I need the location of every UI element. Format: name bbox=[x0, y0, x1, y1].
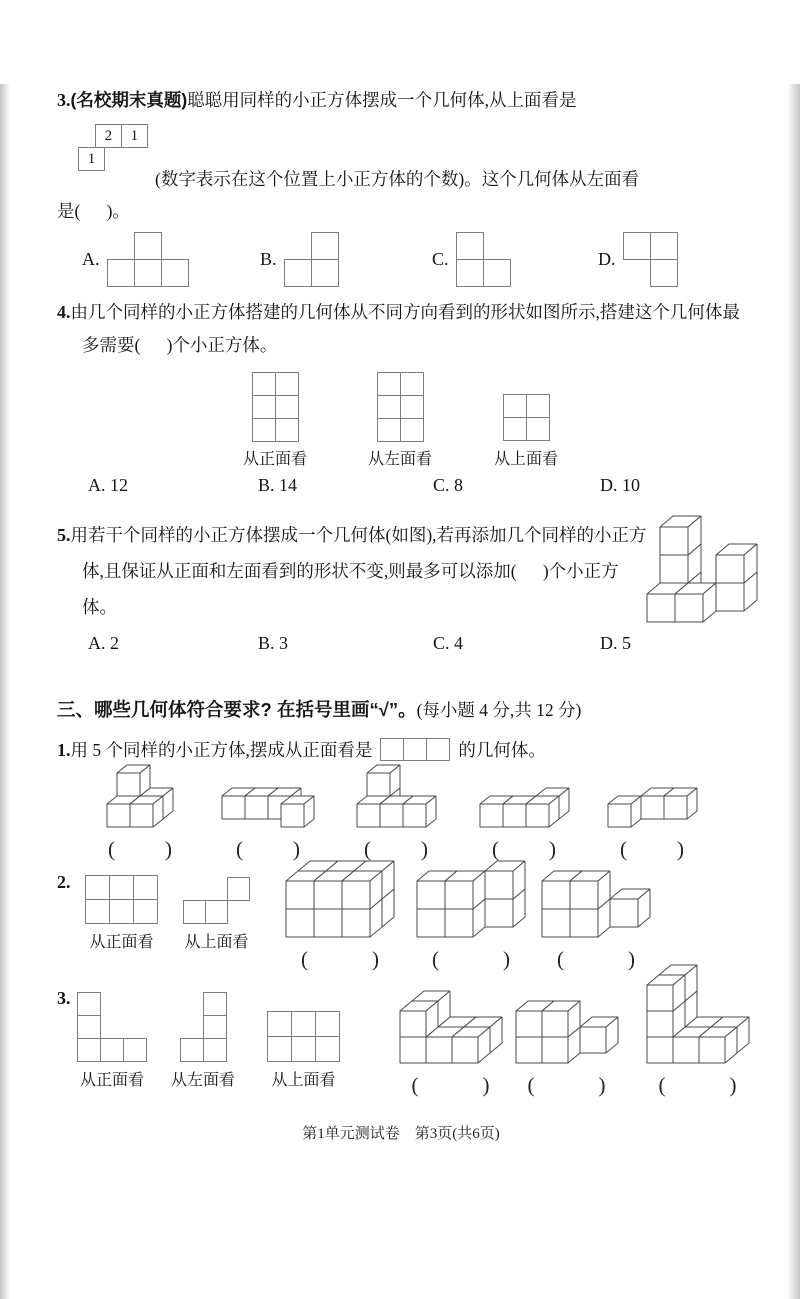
question-3-diagram-row bbox=[57, 117, 745, 195]
isometric-cubes-svg bbox=[646, 964, 750, 1064]
page-footer: 第1单元测试卷 第3页(共6页) bbox=[302, 1126, 500, 1142]
isometric-cubes-svg bbox=[541, 870, 651, 938]
option-a-shape bbox=[107, 232, 189, 287]
answer-parentheses: ( ) bbox=[432, 947, 510, 971]
front-view-caption: 从正面看 bbox=[243, 451, 308, 468]
grid-cell bbox=[252, 372, 276, 396]
question-4-views-row bbox=[57, 372, 745, 469]
top-view-block bbox=[494, 372, 558, 469]
s3-q2-front-view-caption: 从正面看 bbox=[89, 934, 154, 951]
s3-question-1-line bbox=[57, 737, 745, 762]
grid-cell bbox=[623, 232, 651, 260]
q4-option-c: C. 8 bbox=[433, 475, 464, 495]
s3-q2-top-view-grid bbox=[183, 877, 250, 924]
s3-q1-figure-2 bbox=[208, 766, 328, 862]
grid-cell bbox=[275, 418, 299, 442]
grid-cell bbox=[503, 417, 527, 441]
grid-cell bbox=[400, 395, 424, 419]
answer-parentheses: ( ) bbox=[658, 1073, 737, 1097]
top-view-grid bbox=[503, 394, 550, 441]
grid-cell bbox=[252, 395, 276, 419]
q4-option-b: B. 14 bbox=[258, 475, 298, 495]
s3-q3-top-view-block bbox=[267, 986, 340, 1090]
cube-figure bbox=[106, 764, 174, 833]
option-c-label: C. bbox=[432, 249, 449, 269]
section-three-header bbox=[57, 693, 745, 727]
option-d bbox=[598, 232, 678, 287]
grid-cell bbox=[526, 394, 550, 418]
isometric-cubes-svg bbox=[479, 787, 570, 828]
isometric-cubes-svg bbox=[285, 860, 395, 938]
s3-q3-left-view-caption: 从左面看 bbox=[171, 1072, 236, 1089]
grid-cell bbox=[77, 1038, 101, 1062]
section-three-score: (每小题 4 分,共 12 分) bbox=[416, 700, 582, 720]
s3-q1-figure-5 bbox=[592, 766, 712, 862]
grid-cell bbox=[483, 259, 511, 287]
s3-q2-top-view-caption: 从上面看 bbox=[184, 934, 249, 951]
s3-q2-top-view-block bbox=[183, 870, 250, 952]
grid-cell bbox=[123, 1038, 147, 1062]
s3-q3-number: 3. bbox=[57, 988, 71, 1008]
q5-option-d: D. 5 bbox=[600, 633, 631, 653]
grid-cell bbox=[311, 259, 339, 287]
s3-q1-inline-front-view bbox=[380, 738, 450, 761]
grid-cell bbox=[203, 992, 227, 1016]
option-a-label: A. bbox=[82, 249, 100, 269]
cube-figure bbox=[221, 787, 315, 833]
option-c-shape bbox=[456, 232, 511, 287]
grid-cell bbox=[134, 259, 162, 287]
right-page-edge-shadow bbox=[787, 84, 800, 1299]
left-view-block bbox=[368, 372, 432, 469]
s3-q2-front-view-block bbox=[85, 870, 158, 952]
s3-q3-left-view-grid bbox=[180, 992, 227, 1062]
isometric-cubes-svg bbox=[221, 787, 315, 828]
grid-cell bbox=[650, 232, 678, 260]
front-view-grid bbox=[252, 372, 299, 441]
grid-cell bbox=[400, 418, 424, 442]
cube-figure bbox=[515, 1000, 619, 1069]
grid-cell bbox=[284, 259, 312, 287]
grid-cell bbox=[203, 1015, 227, 1039]
worksheet-page bbox=[0, 84, 800, 1299]
grid-cell bbox=[380, 738, 404, 761]
s3-q3-top-view-caption: 从上面看 bbox=[271, 1072, 336, 1089]
option-c bbox=[432, 232, 511, 287]
isometric-cubes-svg bbox=[515, 1000, 619, 1064]
grid-cell bbox=[183, 900, 206, 924]
grid-cell bbox=[85, 899, 110, 924]
option-d-label: D. bbox=[598, 249, 616, 269]
question-5-text: 用若干个同样的小正方体摆成一个几何体(如图),若再添加几个同样的小正方体,且保证从正面和左面看到的形状不变,则最多可以添加( )个小正方体。 bbox=[70, 525, 647, 617]
left-page-edge-shadow bbox=[0, 84, 10, 1299]
s3-question-2-row bbox=[57, 870, 745, 976]
question-5-paragraph bbox=[57, 513, 647, 625]
isometric-cubes-svg bbox=[416, 860, 526, 938]
isometric-cubes-svg bbox=[646, 515, 758, 623]
option-d-shape bbox=[623, 232, 678, 287]
grid-cell bbox=[77, 992, 101, 1016]
grid-cell bbox=[377, 395, 401, 419]
cube-figure bbox=[356, 764, 437, 833]
option-b bbox=[260, 232, 339, 287]
isometric-cubes-svg bbox=[399, 990, 503, 1064]
grid-cell bbox=[315, 1011, 340, 1037]
grid-cell bbox=[133, 875, 158, 900]
isometric-cubes-svg bbox=[607, 787, 698, 828]
grid-cell bbox=[311, 232, 339, 260]
question-4 bbox=[57, 296, 745, 362]
grid-cell bbox=[107, 259, 135, 287]
s3-q1-text-before: 用 5 个同样的小正方体,摆成从正面看是 bbox=[70, 740, 373, 760]
answer-parentheses: ( ) bbox=[411, 1073, 490, 1097]
grid-cell bbox=[291, 1036, 316, 1062]
s3-q3-front-view-caption: 从正面看 bbox=[79, 1072, 144, 1089]
question-5-options-row bbox=[57, 633, 745, 667]
grid-cell bbox=[503, 394, 527, 418]
q5-option-c: C. 4 bbox=[433, 633, 464, 653]
s3-q3-top-view-grid bbox=[267, 1011, 340, 1062]
question-3-note: (数字表示在这个位置上小正方体的个数)。这个几何体从左面看 bbox=[155, 169, 640, 189]
grid-cell bbox=[403, 738, 427, 761]
grid-cell: 2 bbox=[95, 124, 122, 148]
grid-cell bbox=[267, 1036, 292, 1062]
grid-cell bbox=[267, 1011, 292, 1037]
q5-option-b: B. 3 bbox=[258, 633, 289, 653]
grid-cell bbox=[275, 395, 299, 419]
grid-cell bbox=[400, 372, 424, 396]
question-3-text: 聪聪用同样的小正方体摆成一个几何体,从上面看是 bbox=[187, 90, 577, 110]
grid-cell: 1 bbox=[78, 147, 105, 171]
grid-cell bbox=[227, 877, 250, 901]
s3-q1-figures-row bbox=[57, 766, 745, 862]
s3-q2-figure-3 bbox=[543, 870, 649, 972]
cube-figure bbox=[607, 787, 698, 833]
left-view-grid bbox=[377, 372, 424, 441]
front-view-block bbox=[243, 372, 307, 469]
answer-parentheses: ( ) bbox=[301, 947, 379, 971]
cube-figure bbox=[399, 990, 503, 1069]
grid-cell bbox=[456, 232, 484, 260]
section-three-title: 三、哪些几何体符合要求? 在括号里画“√”。 bbox=[57, 699, 417, 720]
left-view-caption: 从左面看 bbox=[368, 451, 433, 468]
grid-cell bbox=[252, 418, 276, 442]
cube-figure bbox=[416, 860, 526, 943]
grid-cell bbox=[456, 259, 484, 287]
grid-cell bbox=[133, 899, 158, 924]
question-3-blank-line: 是( )。 bbox=[57, 201, 130, 221]
grid-cell bbox=[203, 1038, 227, 1062]
s3-q1-text-after: 的几何体。 bbox=[458, 740, 546, 760]
answer-parentheses: ( ) bbox=[620, 837, 684, 861]
answer-parentheses: ( ) bbox=[108, 837, 172, 861]
cube-figure bbox=[479, 787, 570, 833]
s3-q3-left-view-block bbox=[171, 986, 235, 1090]
grid-cell bbox=[85, 875, 110, 900]
question-3-intro bbox=[57, 84, 745, 117]
question-5 bbox=[57, 513, 745, 667]
grid-cell bbox=[426, 738, 450, 761]
grid-cell bbox=[377, 372, 401, 396]
grid-cell bbox=[275, 372, 299, 396]
s3-q1-figure-3 bbox=[336, 766, 456, 862]
s3-q3-figure-3 bbox=[635, 986, 760, 1098]
s3-q1-figure-4 bbox=[464, 766, 584, 862]
q5-option-a: A. 2 bbox=[88, 633, 119, 653]
answer-parentheses: ( ) bbox=[492, 837, 556, 861]
option-a bbox=[82, 232, 189, 287]
q4-option-a: A. 12 bbox=[88, 475, 128, 495]
answer-parentheses: ( ) bbox=[236, 837, 300, 861]
question-5-number: 5. bbox=[57, 525, 71, 545]
question-4-text: 由几个同样的小正方体搭建的几何体从不同方向看到的形状如图所示,搭建这个几何体最多需要( )个小正方体。 bbox=[70, 302, 740, 355]
grid-cell bbox=[161, 259, 189, 287]
grid-cell bbox=[109, 875, 134, 900]
option-b-shape bbox=[284, 232, 339, 287]
question-3-options-row bbox=[57, 232, 745, 292]
answer-parentheses: ( ) bbox=[527, 1073, 606, 1097]
isometric-cubes-svg bbox=[106, 764, 174, 828]
cube-figure bbox=[541, 870, 651, 943]
question-3-number: 3. bbox=[57, 90, 71, 110]
grid-cell bbox=[650, 259, 678, 287]
s3-q2-number: 2. bbox=[57, 872, 71, 892]
grid-cell bbox=[377, 418, 401, 442]
grid-cell bbox=[526, 417, 550, 441]
s3-q3-figure-1 bbox=[393, 986, 508, 1098]
grid-cell bbox=[77, 1015, 101, 1039]
grid-cell bbox=[180, 1038, 204, 1062]
cube-figure bbox=[285, 860, 395, 943]
question-5-cube-figure bbox=[646, 515, 758, 628]
grid-cell bbox=[134, 232, 162, 260]
grid-cell bbox=[315, 1036, 340, 1062]
grid-cell bbox=[109, 899, 134, 924]
grid-cell bbox=[291, 1011, 316, 1037]
isometric-cubes-svg bbox=[356, 764, 437, 828]
question-4-options-row bbox=[57, 475, 745, 509]
question-4-number: 4. bbox=[57, 302, 71, 322]
s3-q3-figure-2 bbox=[509, 986, 624, 1098]
exam-source-tag: (名校期末真题) bbox=[70, 90, 188, 110]
grid-cell bbox=[100, 1038, 124, 1062]
top-view-count-grid bbox=[78, 124, 148, 171]
grid-cell bbox=[205, 900, 228, 924]
answer-parentheses: ( ) bbox=[557, 947, 635, 971]
s3-q1-number: 1. bbox=[57, 740, 71, 760]
s3-q3-front-view-grid bbox=[77, 992, 147, 1062]
option-b-label: B. bbox=[260, 249, 277, 269]
answer-parentheses: ( ) bbox=[364, 837, 428, 861]
top-view-caption: 从上面看 bbox=[494, 451, 559, 468]
s3-q2-front-view-grid bbox=[85, 875, 158, 924]
grid-cell: 1 bbox=[121, 124, 148, 148]
s3-q2-figure-1 bbox=[281, 870, 399, 972]
s3-q2-figure-2 bbox=[415, 870, 527, 972]
s3-q3-front-view-block bbox=[77, 986, 147, 1090]
s3-q1-figure-1 bbox=[80, 766, 200, 862]
q4-option-d: D. 10 bbox=[600, 475, 640, 495]
s3-question-3-row bbox=[57, 986, 745, 1104]
cube-figure bbox=[646, 964, 750, 1069]
